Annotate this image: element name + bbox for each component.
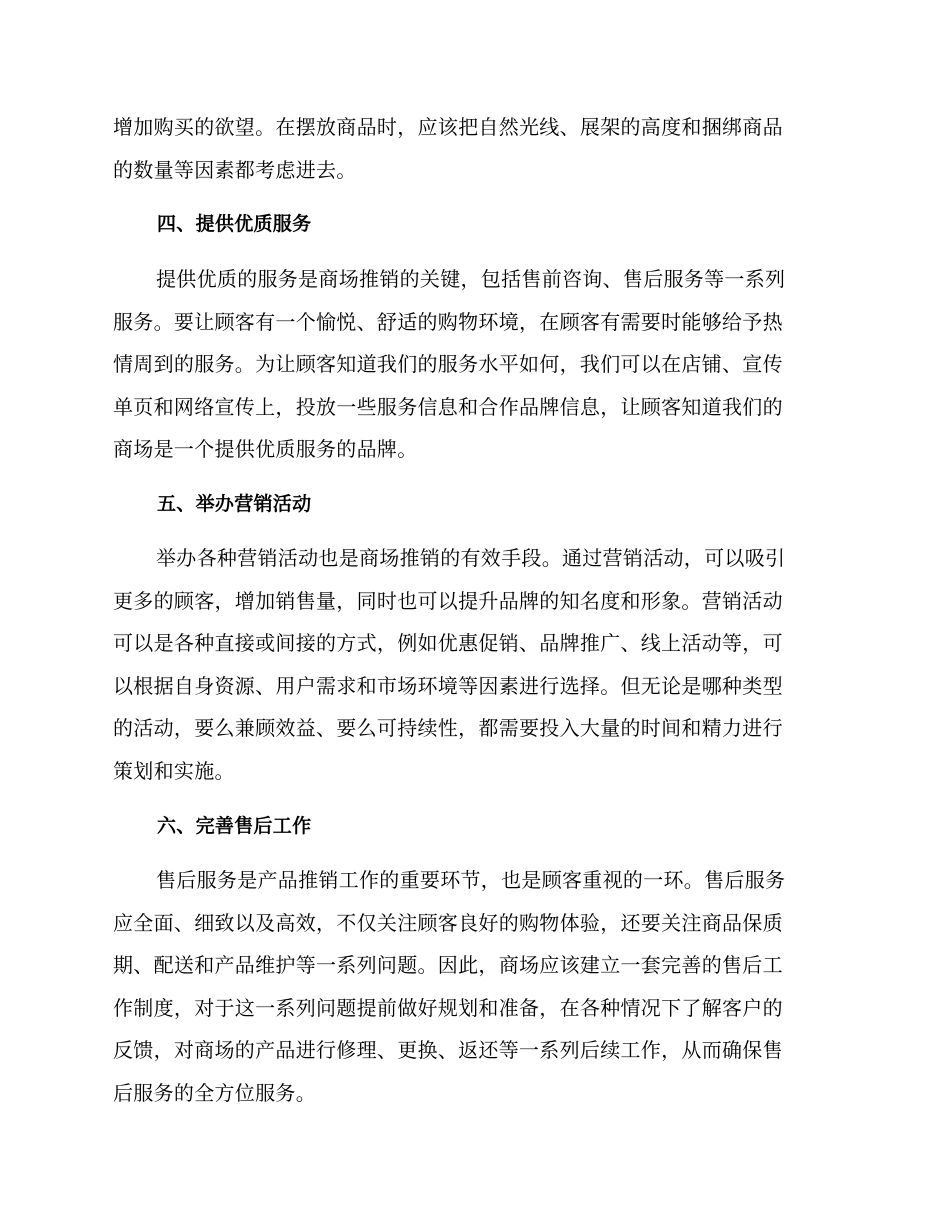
paragraph-line: 更多的顾客，增加销售量，同时也可以提升品牌的知名度和形象。营销活动 xyxy=(113,589,783,613)
paragraph-line: 情周到的服务。为让顾客知道我们的服务水平如何，我们可以在店铺、宣传 xyxy=(113,352,783,376)
paragraph-line: 反馈，对商场的产品进行修理、更换、返还等一系列后续工作，从而确保售 xyxy=(113,1038,783,1062)
paragraph-line: 售后服务是产品推销工作的重要环节，也是顾客重视的一环。售后服务 xyxy=(156,868,786,892)
paragraph-line: 增加购买的欲望。在摆放商品时，应该把自然光线、展架的高度和捆绑商品 xyxy=(113,115,783,139)
paragraph-line: 应全面、细致以及高效，不仅关注顾客良好的购物体验，还要关注商品保质 xyxy=(113,911,783,935)
section-heading: 六、完善售后工作 xyxy=(157,815,312,837)
paragraph-line: 策划和实施。 xyxy=(113,759,235,783)
paragraph-line: 的数量等因素都考虑进去。 xyxy=(113,158,357,182)
paragraph-line: 单页和网络宣传上，投放一些服务信息和合作品牌信息，让顾客知道我们的 xyxy=(113,395,783,419)
paragraph-line: 期、配送和产品维护等一系列问题。因此，商场应该建立一套完善的售后工 xyxy=(113,953,783,977)
paragraph-line: 提供优质的服务是商场推销的关键，包括售前咨询、售后服务等一系列 xyxy=(156,267,786,291)
paragraph-line: 以根据自身资源、用户需求和市场环境等因素进行选择。但无论是哪种类型 xyxy=(113,674,783,698)
paragraph-line: 可以是各种直接或间接的方式，例如优惠促销、品牌推广、线上活动等，可 xyxy=(113,631,783,655)
paragraph-line: 后服务的全方位服务。 xyxy=(113,1081,316,1105)
paragraph-line: 商场是一个提供优质服务的品牌。 xyxy=(113,437,418,461)
section-heading: 五、举办营销活动 xyxy=(157,493,312,515)
paragraph-line: 举办各种营销活动也是商场推销的有效手段。通过营销活动，可以吸引 xyxy=(156,546,786,570)
paragraph-line: 的活动，要么兼顾效益、要么可持续性，都需要投入大量的时间和精力进行 xyxy=(113,716,783,740)
paragraph-line: 服务。要让顾客有一个愉悦、舒适的购物环境，在顾客有需要时能够给予热 xyxy=(113,310,783,334)
paragraph-line: 作制度，对于这一系列问题提前做好规划和准备，在各种情况下了解客户的 xyxy=(113,996,783,1020)
section-heading: 四、提供优质服务 xyxy=(157,213,312,235)
